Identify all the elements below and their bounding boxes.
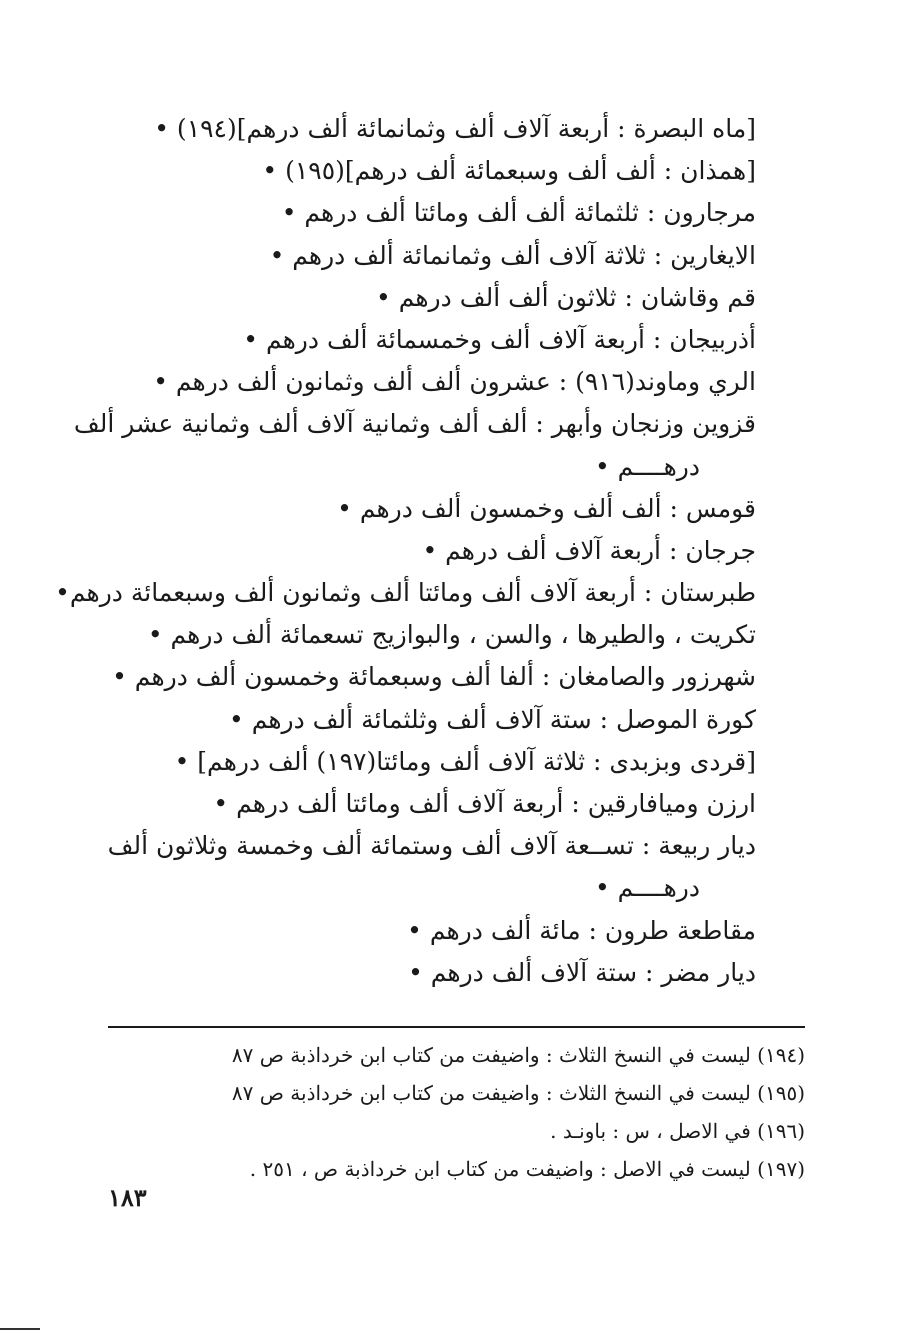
text-line: شهرزور والصامغان : ألفا ألف وسبعمائة وخمسون ألف درهم • [112,662,756,692]
text-line: أذربيجان : أربعة آلاف ألف وخمسمائة ألف درهم • [243,324,756,354]
text-line: درهــــم • [594,451,700,481]
footnote: (١٩٤) ليست في النسخ الثلاث : واضيفت من كتاب ابن خرداذبة ص ٨٧ [231,1043,805,1067]
text-line: درهــــم • [594,873,700,903]
text-line: كورة الموصل : ستة آلاف ألف وثلثمائة ألف درهم • [229,704,756,734]
text-line: جرجان : أربعة آلاف ألف درهم • [422,535,756,565]
text-line: مقاطعة طرون : مائة ألف درهم • [407,915,756,945]
text-line: الايغارين : ثلاثة آلاف ألف وثمانمائة ألف درهم • [269,240,756,270]
text-line: قومس : ألف ألف وخمسون ألف درهم • [337,493,756,523]
text-line: ارزن وميافارقين : أربعة آلاف ألف ومائتا ألف درهم • [213,789,756,818]
footnote-divider [108,1026,805,1028]
footnote: (١٩٦) في الاصل ، س : باونـد . [550,1119,805,1143]
footnote: (١٩٧) ليست في الاصل : واضيفت من كتاب ابن خرداذبة ص ، ٢٥١ . [249,1157,805,1181]
text-line: [قردى وبزبدى : ثلاثة آلاف ألف ومائتا(١٩٧) ألف درهم] • [174,746,756,776]
text-line: [ماه البصرة : أربعة آلاف ألف وثمانمائة ألف درهم](١٩٤) • [154,114,756,143]
text-line: ديار مضر : ستة آلاف ألف درهم • [408,957,756,987]
text-line: الري وماوند(٩١٦) : عشرون ألف ألف وثمانون ألف درهم • [153,367,756,397]
footnotes [108,1036,805,1188]
footnote: (١٩٥) ليست في النسخ الثلاث : واضيفت من كتاب ابن خرداذبة ص ٨٧ [231,1081,805,1105]
text-line: مرجارون : ثلثمائة ألف ألف ومائتا ألف درهم • [281,198,756,228]
text-line: قزوين وزنجان وأبهر : ألف ألف وثمانية آلاف ألف وثمانية عشر ألف [73,409,756,439]
text-line: تكريت ، والطيرها ، والسن ، والبوازيج تسعمائة ألف درهم • [147,620,756,650]
scan-edge-mark [0,1328,40,1330]
text-line: ديار ربيعة : تســعة آلاف ألف وستمائة ألف وخمسة وثلاثون ألف [107,831,756,861]
text-line: طبرستان : أربعة آلاف ألف ومائتا ألف وثمانون ألف وسبعمائة درهم• [55,578,756,608]
page-number: ١٨٣ [108,1183,147,1212]
text-line: [همذان : ألف ألف وسبعمائة ألف درهم](١٩٥) • [262,156,756,186]
main-text [55,108,756,994]
text-line: قم وقاشان : ثلاثون ألف ألف درهم • [376,282,756,312]
